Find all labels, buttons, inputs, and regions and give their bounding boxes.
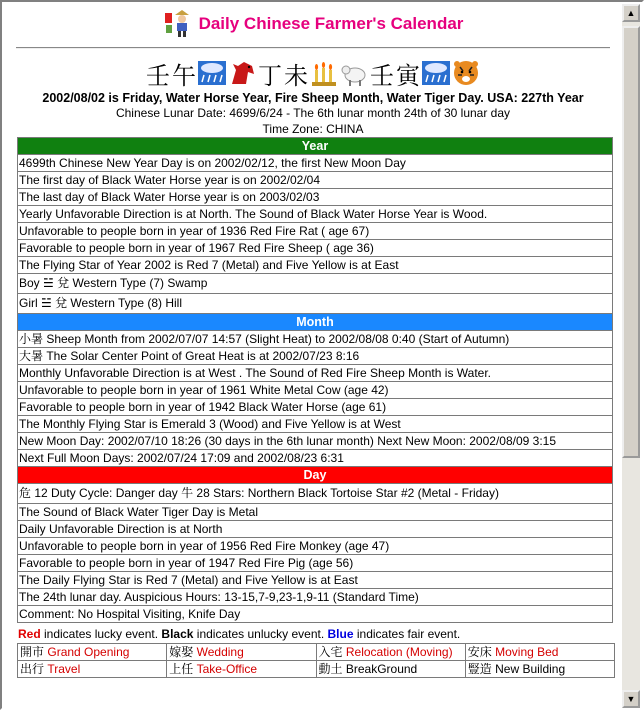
legend-black-text: indicates unlucky event. [193,627,328,641]
month-row-6: The Monthly Flying Star is Emerald 3 (Wood) and Five Yellow is at West [18,416,613,433]
activity-grand-opening [18,644,167,661]
year-header-row [18,138,613,155]
day-row-5: Favorable to people born in year of 1947 Red Fire Pig (age 56) [18,555,613,572]
activity-cn: 安床 [467,645,492,659]
table-row [18,521,613,538]
table-row [18,348,613,365]
table-row [18,257,613,274]
year-row-9: Girl ☱ 兌 Western Type (8) Hill [18,294,613,314]
table-row [18,589,613,606]
table-row [18,572,613,589]
table-row [18,294,613,314]
day-stem: 壬 [370,61,394,90]
month-header-row [18,314,613,331]
table-row [18,538,613,555]
activity-en: Take-Office [196,662,258,676]
activity-cn: 上任 [169,662,194,676]
activity-en: Relocation (Moving) [345,645,453,659]
legend-blue-text: indicates fair event. [353,627,461,641]
year-row-5: Unfavorable to people born in year of 1936 Red Fire Rat ( age 67) [18,223,613,240]
activity-cn: 出行 [20,662,45,676]
activity-cn: 嫁娶 [169,645,194,659]
year-row-2: The first day of Black Water Horse year is on 2002/02/04 [18,172,613,189]
table-row [18,155,613,172]
activity-en: BreakGround [345,662,418,676]
day-header-row [18,467,613,484]
sheep-icon [340,58,368,88]
day-row-2: The Sound of Black Water Tiger Day is Metal [18,504,613,521]
calendar-table [17,137,613,623]
activity-new-building [465,661,614,678]
farmer-icon [163,9,193,39]
candles-icon [310,58,338,88]
year-stem: 壬 [146,61,170,90]
day-row-8: Comment: No Hospital Visiting, Knife Day [18,606,613,623]
activity-relocation [316,644,465,661]
table-row [18,223,613,240]
table-row [18,484,613,504]
horse-icon [228,58,256,88]
legend-red: Red [18,627,41,641]
table-row [18,240,613,257]
day-row-6: The Daily Flying Star is Red 7 (Metal) and Five Yellow is at East [18,572,613,589]
rain-cloud-icon [422,58,450,88]
legend-blue: Blue [327,627,354,641]
vertical-scrollbar[interactable] [622,4,640,708]
month-row-2: 大暑 The Solar Center Point of Great Heat is at 2002/07/23 8:16 [18,348,613,365]
arrow-down-icon: ▼ [626,694,636,704]
activity-en: Travel [47,662,81,676]
table-row [18,331,613,348]
activity-en: New Building [495,662,566,676]
day-row-1: 危 12 Duty Cycle: Danger day 牛 28 Stars: Northern Black Tortoise Star #2 (Metal - Friday) [18,484,613,504]
title-divider [16,47,610,49]
headline: 2002/08/02 is Friday, Water Horse Year, Fire Sheep Month, Water Tiger Day. USA: 227th Year [42,91,584,105]
year-row-4: Yearly Unfavorable Direction is at North. The Sound of Black Water Horse Year is Wood. [18,206,613,223]
arrow-up-icon: ▲ [626,8,636,18]
day-header: Day [18,467,613,484]
table-row [18,504,613,521]
month-row-8: Next Full Moon Days: 2002/07/24 17:09 and 2002/08/23 6:31 [18,450,613,467]
month-row-3: Monthly Unfavorable Direction is at West . The Sound of Red Fire Sheep Month is Water. [18,365,613,382]
activities-table [17,643,615,678]
month-branch: 未 [284,61,308,90]
table-row [18,606,613,623]
tiger-icon [452,58,480,88]
activity-travel [18,661,167,678]
table-row [18,206,613,223]
activity-cn: 入宅 [318,645,343,659]
activity-cn: 開市 [20,645,45,659]
month-header: Month [18,314,613,331]
legend-red-text: indicates lucky event. [40,627,162,641]
rain-cloud-icon [198,58,226,88]
month-row-1: 小暑 Sheep Month from 2002/07/07 14:57 (Slight Heat) to 2002/08/08 0:40 (Start of Autumn) [18,331,613,348]
month-row-5: Favorable to people born in year of 1942 Black Water Horse (age 61) [18,399,613,416]
color-legend [18,627,622,641]
day-row-7: The 24th lunar day. Auspicious Hours: 13-15,7-9,23-1,9-11 (Standard Time) [18,589,613,606]
title-row [4,4,622,44]
year-branch: 午 [172,61,196,90]
activities-row [18,644,615,661]
activity-cn: 動土 [318,662,343,676]
table-row [18,365,613,382]
year-row-3: The last day of Black Water Horse year is on 2003/02/03 [18,189,613,206]
table-row [18,382,613,399]
scroll-thumb[interactable] [622,26,640,458]
page-content [4,4,622,710]
activity-en: Grand Opening [47,645,130,659]
table-row [18,433,613,450]
month-row-7: New Moon Day: 2002/07/10 18:26 (30 days in the 6th lunar month) Next New Moon: 2002/08/09 3:15 [18,433,613,450]
day-row-3: Daily Unfavorable Direction is at North [18,521,613,538]
table-row [18,450,613,467]
activity-en: Moving Bed [495,645,559,659]
legend-black: Black [161,627,194,641]
activity-moving-bed [465,644,614,661]
month-stem: 丁 [258,61,282,90]
year-row-6: Favorable to people born in year of 1967 Red Fire Sheep ( age 36) [18,240,613,257]
table-row [18,416,613,433]
scroll-up-button[interactable] [622,4,640,22]
day-row-4: Unfavorable to people born in year of 1956 Red Fire Monkey (age 47) [18,538,613,555]
ganzhi-row [4,55,622,91]
year-header: Year [18,138,613,155]
activity-cn: 豎造 [467,662,492,676]
year-row-1: 4699th Chinese New Year Day is on 2002/02/12, the first New Moon Day [18,155,613,172]
time-zone: Time Zone: CHINA [262,122,364,136]
scroll-down-button[interactable] [622,690,640,708]
year-row-8: Boy ☱ 兌 Western Type (7) Swamp [18,274,613,294]
activity-take-office [167,661,316,678]
activities-row [18,661,615,678]
day-branch: 寅 [396,61,420,90]
table-row [18,399,613,416]
month-row-4: Unfavorable to people born in year of 1961 White Metal Cow (age 42) [18,382,613,399]
lunar-date: Chinese Lunar Date: 4699/6/24 - The 6th lunar month 24th of 30 lunar day [115,106,511,120]
activity-en: Wedding [196,645,244,659]
year-row-7: The Flying Star of Year 2002 is Red 7 (Metal) and Five Yellow is at East [18,257,613,274]
table-row [18,555,613,572]
table-row [18,172,613,189]
table-row [18,274,613,294]
activity-break-ground [316,661,465,678]
table-row [18,189,613,206]
page-title: Daily Chinese Farmer's Calendar [198,14,464,33]
activity-wedding [167,644,316,661]
